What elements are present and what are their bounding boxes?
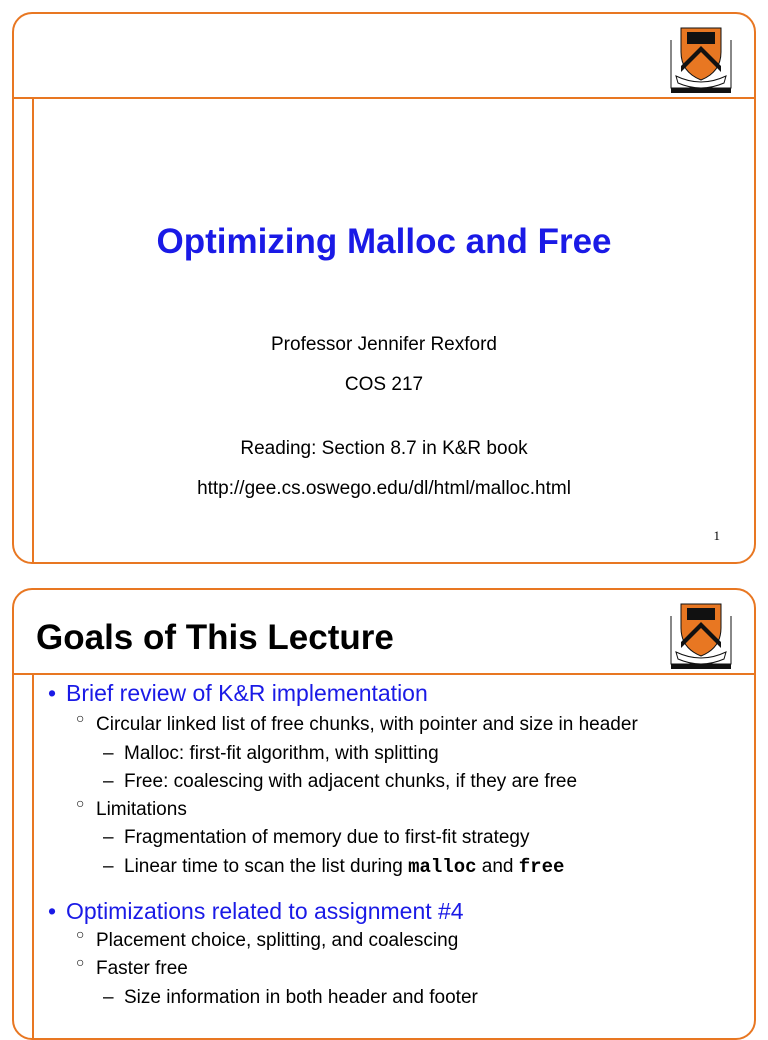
sub-bullet-item	[76, 710, 638, 736]
princeton-shield-icon	[668, 598, 734, 670]
sub-bullet-text: Placement choice, splitting, and coalescing	[96, 930, 459, 951]
sub-bullet-marker: ○	[76, 954, 85, 970]
sub-bullet-text: Faster free	[96, 958, 188, 979]
sub-bullet-item	[76, 954, 188, 980]
bullet-item	[48, 898, 464, 925]
reference-url[interactable]: http://gee.cs.oswego.edu/dl/html/malloc.html	[197, 478, 571, 499]
slide-title: Goals of This Lecture	[36, 618, 394, 657]
title-slide	[12, 12, 756, 564]
dash-marker: –	[103, 771, 114, 792]
princeton-shield-icon	[668, 22, 734, 94]
reading-note: Reading: Section 8.7 in K&R book	[240, 438, 528, 459]
dash-marker: –	[103, 827, 114, 848]
sub-sub-bullet-item	[103, 771, 578, 793]
sub-sub-bullet-item	[103, 987, 478, 1009]
header-rule	[14, 673, 754, 675]
sub-sub-bullet-item	[103, 743, 439, 765]
bullet-marker: •	[48, 898, 57, 924]
dash-marker: –	[103, 743, 114, 764]
sub-sub-bullet-item	[103, 856, 565, 878]
slide-title: Optimizing Malloc and Free	[156, 222, 612, 261]
page-number: 1	[713, 528, 720, 543]
sub-bullet-item	[76, 926, 459, 952]
conjunction-text: and	[476, 856, 519, 877]
sub-bullet-marker: ○	[76, 926, 85, 942]
content-slide	[12, 588, 756, 1040]
sub-sub-bullet-text: Fragmentation of memory due to first-fit strategy	[124, 827, 530, 848]
bullet-text: Brief review of K&R implementation	[66, 680, 428, 706]
dash-marker: –	[103, 987, 114, 1008]
sub-sub-bullet-item	[103, 827, 530, 849]
sub-sub-bullet-text: Malloc: first-fit algorithm, with splitting	[124, 743, 439, 764]
header-rule	[14, 97, 754, 99]
bullet-item	[48, 680, 428, 707]
code-free: free	[518, 856, 565, 878]
bullet-marker: •	[48, 680, 57, 706]
code-malloc: malloc	[408, 856, 477, 878]
sub-bullet-marker: ○	[76, 710, 85, 726]
sub-bullet-marker: ○	[76, 795, 85, 811]
sub-bullet-text: Circular linked list of free chunks, with pointer and size in header	[96, 714, 638, 735]
sub-sub-bullet-text: Free: coalescing with adjacent chunks, if they are free	[124, 771, 578, 792]
left-rule	[32, 673, 34, 1038]
sub-bullet-text: Limitations	[96, 799, 187, 820]
sub-sub-bullet-text: Linear time to scan the list during	[124, 856, 409, 877]
sub-bullet-item	[76, 795, 187, 821]
sub-sub-bullet-text: Size information in both header and footer	[124, 987, 478, 1008]
course-code: COS 217	[344, 374, 424, 395]
bullet-text: Optimizations related to assignment #4	[66, 898, 464, 924]
author-name: Professor Jennifer Rexford	[271, 334, 497, 355]
dash-marker: –	[103, 856, 114, 877]
